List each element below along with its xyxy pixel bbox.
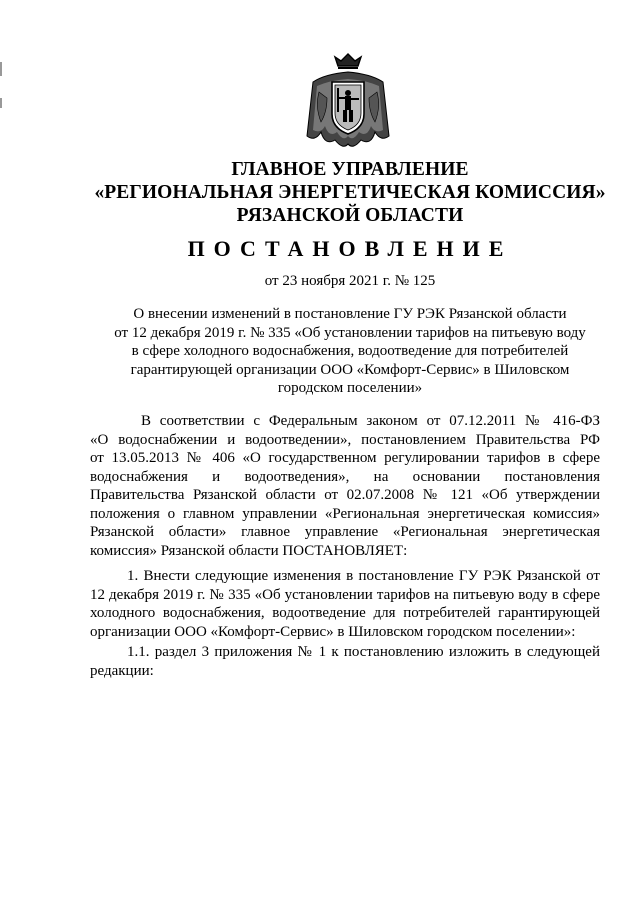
item-1-line: 12 декабря 2019 г. № 335 «Об установлении тарифов на питьевую воду в сфере	[90, 586, 600, 603]
agency-name-line-1: ГЛАВНОЕ УПРАВЛЕНИЕ	[231, 159, 469, 180]
item-1-line: организации ООО «Комфорт-Сервис» в Шиловском городском поселении»:	[90, 623, 576, 640]
scan-edge-mark	[0, 98, 2, 108]
document-type-title: ПОСТАНОВЛЕНИЕ	[187, 236, 513, 261]
item-1-1-line: редакции:	[90, 662, 154, 679]
item-1-1-paragraph	[90, 643, 600, 680]
item-1-line: 1. Внести следующие изменения в постановление ГУ РЭК Рязанской от	[127, 568, 600, 584]
subject-line: от 12 декабря 2019 г. № 335 «Об установлении тарифов на питьевую воду	[114, 324, 586, 341]
subject-line: городском поселении»	[277, 380, 423, 396]
preamble-line: от 13.05.2013 № 406 «О государственном регулировании тарифов в сфере	[90, 450, 600, 466]
item-1-paragraph	[90, 567, 600, 641]
agency-name-line-2: «РЕГИОНАЛЬНАЯ ЭНЕРГЕТИЧЕСКАЯ КОМИССИЯ»	[94, 182, 606, 203]
preamble-paragraph	[90, 412, 600, 560]
preamble-line: Правительства Рязанской области от 02.07.2008 № 121 «Об утверждении	[90, 487, 600, 503]
scan-edge-mark	[0, 62, 2, 76]
preamble-line: В соответствии с Федеральным законом от 07.12.2011 № 416-ФЗ	[141, 413, 600, 429]
item-1-line: холодного водоснабжения, водоотведение для потребителей гарантирующей	[90, 605, 600, 621]
subject-line: в сфере холодного водоснабжения, водоотведение для потребителей	[131, 343, 569, 359]
subject-line: гарантирующей организации ООО «Комфорт-Сервис» в Шиловском	[130, 361, 570, 378]
item-1-1-line: 1.1. раздел 3 приложения № 1 к постановлению изложить в следующей	[127, 644, 600, 660]
preamble-line: комиссия» Рязанской области ПОСТАНОВЛЯЕТ:	[90, 542, 408, 559]
agency-name-line-3: РЯЗАНСКОЙ ОБЛАСТИ	[236, 205, 464, 226]
preamble-line: водоснабжения и водоотведения», на основании постановления	[90, 468, 600, 485]
preamble-line: «О водоснабжении и водоотведении», постановлением Правительства РФ	[90, 431, 600, 448]
preamble-line: Рязанской области» главное управление «Региональная энергетическая	[90, 524, 600, 540]
document-date-number: от 23 ноября 2021 г. № 125	[264, 273, 436, 289]
coat-of-arms-emblem	[305, 52, 391, 152]
document-subject	[90, 305, 610, 398]
subject-line: О внесении изменений в постановление ГУ РЭК Рязанской области	[133, 306, 567, 322]
preamble-line: положения о главном управлении «Региональная энергетическая комиссия»	[90, 505, 600, 522]
